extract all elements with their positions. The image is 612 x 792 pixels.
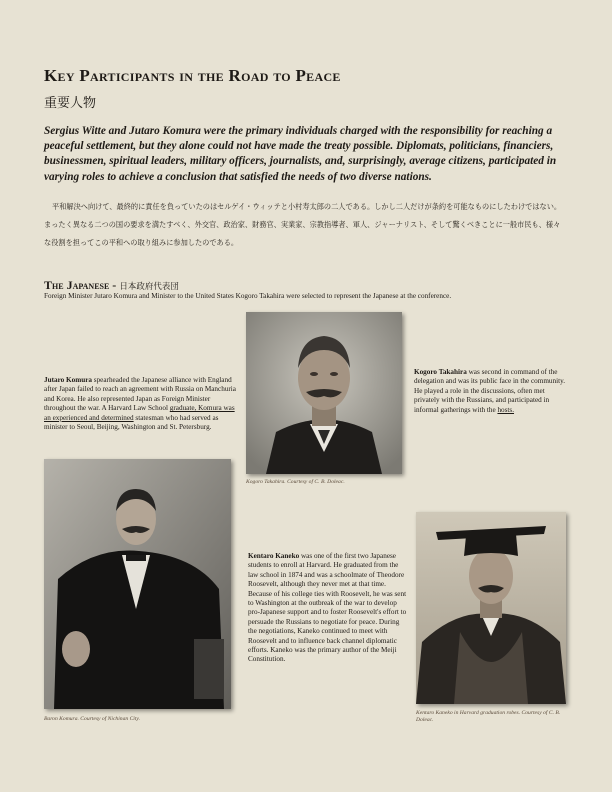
takahira-name: Kogoro Takahira bbox=[414, 368, 467, 376]
komura-bio bbox=[44, 376, 236, 432]
section-subtitle: Foreign Minister Jutaro Komura and Minister to the United States Kogoro Takahira were selected to represent the Japanese at the conference. bbox=[44, 292, 452, 300]
takahira-bio-text-a: was second in command of the delegation and was its public face in the community. He played a role in the discussions, often met privately with the Russians, and participated in informal gatherings with the bbox=[414, 368, 566, 414]
komura-name: Jutaro Komura bbox=[44, 376, 92, 384]
kaneko-photo bbox=[416, 512, 566, 704]
section-title bbox=[44, 278, 179, 293]
intro-english: Sergius Witte and Jutaro Komura were the primary individuals charged with the responsibility for reaching a peaceful settlement, but they alone could not have made the treaty possible. Diplomats, politicians, financiers, businessmen, spiritual leaders, military officers, journalists, and, surprisingly, average citizens, participated in varying roles to achieve a conclusion that satisfied the needs of two diverse nations. bbox=[44, 125, 557, 183]
page-title-japanese: 重要人物 bbox=[44, 95, 97, 110]
page-title: Key Participants in the Road to Peace bbox=[44, 66, 341, 85]
kaneko-caption: Kentaro Kaneko in Harvard graduation robes. Courtesy of C. B. Doleac. bbox=[416, 710, 561, 723]
takahira-photo bbox=[246, 312, 402, 474]
komura-bio-text-underlined: graduate, Komura was an experienced and determined bbox=[44, 404, 235, 422]
komura-photo bbox=[44, 459, 231, 709]
intro-japanese: 平和解決へ向けて、最終的に責任を負っていたのはセルゲイ・ウィッテと小村寿太郎の二人である。しかし二人だけが条約を可能なものにしたわけではない。まったく異なる二つの国の要求を満たすべく、外交官、政治家、財務官、実業家、宗教指導者、軍人、ジャーナリスト、そして驚くべきことに一般市民も、様々な役割を担ってこの平和への取り組みに参加したのである。 bbox=[44, 202, 562, 247]
takahira-bio bbox=[414, 368, 566, 415]
komura-bio-text-a: spearheaded the Japanese alliance with England after Japan failed to reach an agreement with Russia on Manchuria and Korea. He also represented Japan as Foreign Minister throughout the war. A Harvard Law School bbox=[44, 376, 236, 413]
kaneko-bio-text: was one of the first two Japanese students to enroll at Harvard. He graduated from the law school in 1874 and was a schoolmate of Theodore Roosevelt, although they never met at that time. Because of his college ties with Roosevelt, he was sent to Washington at the outbreak of the war to develop pro-Japanese support and to foster Roosevelt's effort to persuade the Russians to negotiate for peace. During the negotiations, Kaneko continued to meet with Roosevelt and to influence back channel diplomatic efforts. Kaneko was the primary author of the Meiji Constitution. bbox=[248, 552, 407, 664]
kaneko-name: Kentaro Kaneko bbox=[248, 552, 300, 560]
komura-caption: Baron Komura. Courtesy of Nichinan City. bbox=[44, 716, 140, 722]
takahira-caption: Kogoro Takahira. Courtesy of C. B. Doleac. bbox=[246, 479, 345, 485]
section-title-english: The Japanese - bbox=[44, 278, 117, 292]
kaneko-bio bbox=[248, 552, 408, 665]
komura-bio-text-b: statesman who had served as minister to Seoul, Beijing, Washington and St. Petersburg. bbox=[44, 413, 219, 432]
takahira-bio-text-underlined: hosts. bbox=[497, 405, 515, 414]
section-title-japanese: 日本政府代表団 bbox=[119, 282, 179, 292]
